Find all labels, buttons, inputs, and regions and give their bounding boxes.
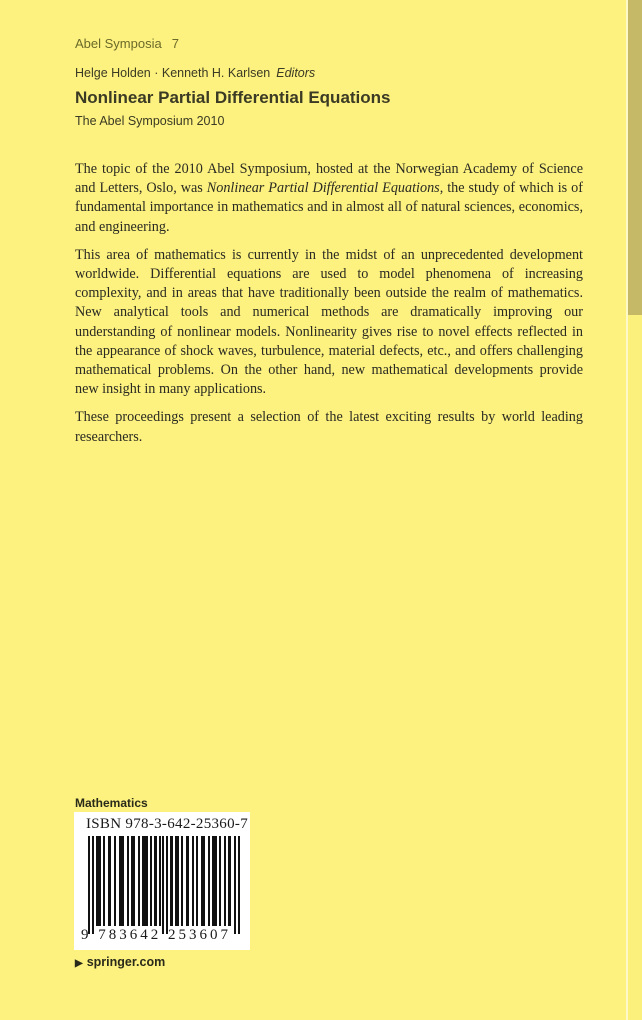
editors-role: Editors bbox=[276, 66, 316, 80]
blurb-paragraph-3: These proceedings present a selection of the latest exciting results by world leading researchers. bbox=[75, 409, 583, 445]
series-name: Abel Symposia bbox=[75, 36, 162, 51]
blurb bbox=[75, 160, 583, 456]
book-title: Nonlinear Partial Differential Equations bbox=[75, 88, 391, 107]
editors-line bbox=[75, 66, 315, 80]
book-subtitle: The Abel Symposium 2010 bbox=[75, 114, 225, 128]
blurb-paragraph-1: The topic of the 2010 Abel Symposium, hosted at the Norwegian Academy of Science and Letters, Oslo, was Nonlinear Partial Differential Equations, the study of which is of fundamental importance in mathematics and in almost all of natural sciences, economics, and engineering. bbox=[75, 161, 583, 235]
subject-label: Mathematics bbox=[75, 796, 148, 810]
isbn-label: ISBN 978-3-642-25360-7 bbox=[86, 816, 249, 832]
springer-link[interactable] bbox=[75, 955, 165, 969]
play-arrow-icon: ▶ bbox=[75, 958, 83, 969]
blurb-paragraph-2: This area of mathematics is currently in the midst of an unprecedented development worldwide. Differential equations are used to model phenomena of increasing complexity, and in areas that have traditionally been outside the realm of mathematics. New analytical tools and numerical methods are dramatically improving our understanding of nonlinear models. Nonlinearity gives rise to novel effects reflected in the appearance of shock waves, turbulence, material defects, etc., and offers challenging mathematical problems. On the other hand, new mathematical developments provide new insight in many applications. bbox=[75, 246, 583, 398]
springer-link-text[interactable]: springer.com bbox=[86, 955, 166, 969]
series-label bbox=[75, 36, 179, 51]
blurb-italic-title: Nonlinear Partial Differential Equations bbox=[206, 180, 440, 197]
editor-names: Helge Holden · Kenneth H. Karlsen bbox=[75, 66, 271, 80]
barcode-bars-icon bbox=[88, 836, 240, 934]
isbn-barcode bbox=[74, 812, 250, 950]
series-volume: 7 bbox=[171, 36, 179, 51]
barcode-digits: 9 783642 253607 bbox=[81, 927, 231, 943]
scrollbar-thumb[interactable] bbox=[628, 0, 642, 315]
